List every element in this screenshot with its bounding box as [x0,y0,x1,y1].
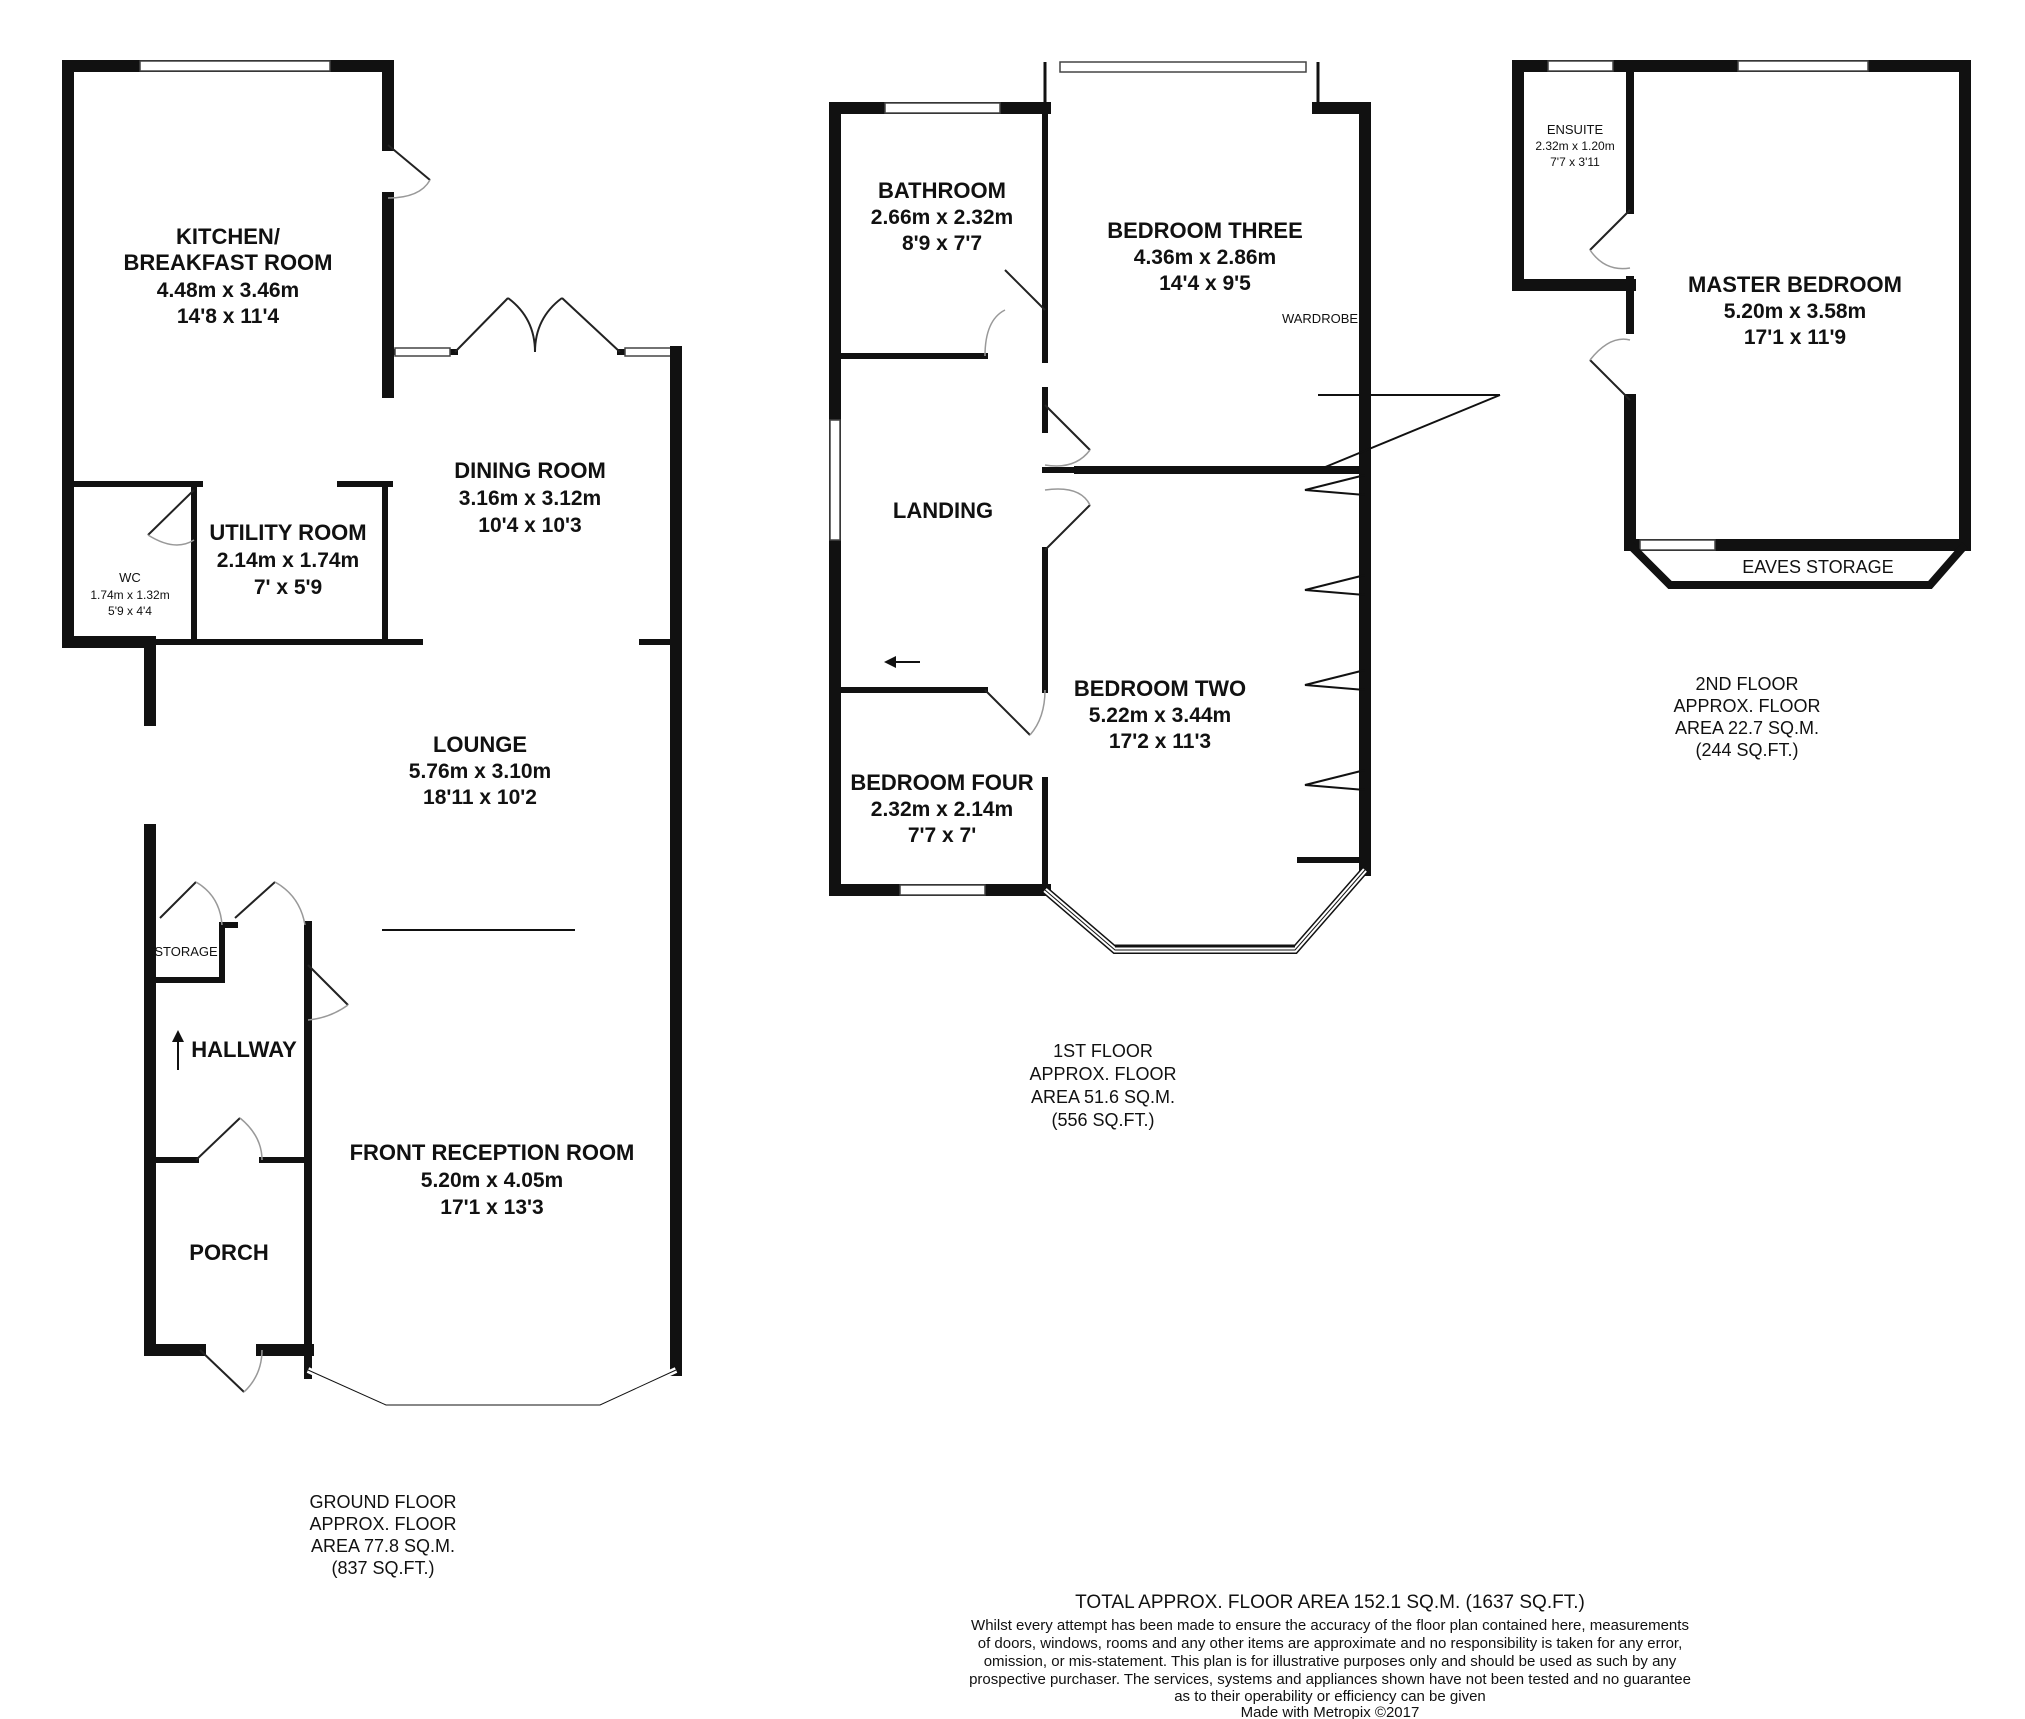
room-dimensions-imperial: 5'9 x 4'4 [108,604,152,618]
room-dimensions-imperial: 18'11 x 10'2 [423,786,537,809]
room-name: UTILITY ROOM [209,520,367,545]
floor-area-summary: (244 SQ.FT.) [1695,740,1799,760]
floor-area-summary: AREA 22.7 SQ.M. [1674,718,1820,738]
room-name: WARDROBE [1281,311,1359,326]
floor-area-summary: APPROX. FLOOR [1673,696,1821,716]
disclaimer-line: Whilst every attempt has been made to ensure the accuracy of the floor plan contained here, measurements [971,1617,1689,1634]
room-dimensions-imperial: 17'1 x 13'3 [440,1196,544,1219]
room-dimensions-metric: 5.76m x 3.10m [408,760,552,783]
floor-area-summary: 2ND FLOOR [1695,674,1799,694]
room-name: STORAGE [154,944,218,959]
disclaimer-line: of doors, windows, rooms and any other items are approximate and no responsibility is taken for any error, [977,1635,1683,1652]
room-dimensions-imperial: 14'8 x 11'4 [176,305,280,328]
room-name: KITCHEN/ [176,224,280,249]
floor-area-summary: APPROX. FLOOR [1029,1064,1177,1084]
floor-area-summary: 1ST FLOOR [1053,1041,1153,1061]
room-dimensions-metric: 5.20m x 3.58m [1723,300,1867,323]
room-dimensions-imperial: 7'7 x 7' [907,824,977,847]
room-name: PORCH [189,1240,269,1265]
room-dimensions-metric: 2.32m x 2.14m [870,798,1014,821]
disclaimer-line: omission, or mis-statement. This plan is for illustrative purposes only and should be used as such by any [983,1653,1677,1670]
room-dimensions-imperial: 7' x 5'9 [253,576,323,599]
room-name: BEDROOM THREE [1107,218,1303,243]
room-name: EAVES STORAGE [1742,557,1894,577]
room-dimensions-metric: 5.20m x 4.05m [420,1169,564,1192]
floor-area-summary: GROUND FLOOR [309,1492,457,1512]
disclaimer-line: prospective purchaser. The services, systems and appliances shown have not been tested and no guarantee [969,1671,1691,1688]
room-dimensions-metric: 4.48m x 3.46m [156,279,300,302]
room-dimensions-imperial: 8'9 x 7'7 [901,232,983,255]
total-floor-area: TOTAL APPROX. FLOOR AREA 152.1 SQ.M. (1637 SQ.FT.) [1075,1592,1585,1613]
room-name: BEDROOM FOUR [850,770,1034,795]
room-dimensions-metric: 1.74m x 1.32m [90,588,170,602]
floor-area-summary: (837 SQ.FT.) [331,1558,435,1578]
room-name: DINING ROOM [454,458,606,483]
room-name: FRONT RECEPTION ROOM [349,1140,635,1165]
room-name: BATHROOM [878,178,1006,203]
room-name: LANDING [892,498,994,523]
room-dimensions-metric: 2.14m x 1.74m [216,549,360,572]
room-dimensions-metric: 2.66m x 2.32m [870,206,1014,229]
room-name: MASTER BEDROOM [1688,272,1902,297]
second-floor-labels [1535,122,1902,760]
room-dimensions-metric: 3.16m x 3.12m [458,487,602,510]
floor-area-summary: APPROX. FLOOR [309,1514,457,1534]
room-dimensions-metric: 4.36m x 2.86m [1133,246,1277,269]
room-dimensions-imperial: 17'1 x 11'9 [1743,326,1847,349]
room-dimensions-metric: 5.22m x 3.44m [1088,704,1232,727]
room-name: BREAKFAST ROOM [123,250,333,275]
room-name: WC [119,570,141,585]
floor-area-summary: AREA 77.8 SQ.M. [310,1536,456,1556]
floor-area-summary: (556 SQ.FT.) [1051,1110,1155,1130]
room-dimensions-imperial: 14'4 x 9'5 [1159,272,1251,295]
room-dimensions-imperial: 7'7 x 3'11 [1550,155,1600,169]
metropix-credit: Made with Metropix ©2017 [1240,1704,1420,1719]
room-dimensions-metric: 2.32m x 1.20m [1535,139,1615,153]
floor-area-summary: AREA 51.6 SQ.M. [1030,1087,1176,1107]
first-floor-labels [850,178,1358,1130]
disclaimer-line: as to their operability or efficiency can be given [1174,1688,1486,1705]
room-name: ENSUITE [1546,122,1604,137]
footer [969,1592,1691,1719]
room-name: HALLWAY [191,1037,297,1062]
room-dimensions-imperial: 17'2 x 11'3 [1108,730,1212,753]
room-dimensions-imperial: 10'4 x 10'3 [478,514,582,537]
room-name: LOUNGE [432,732,528,757]
room-name: BEDROOM TWO [1073,676,1247,701]
